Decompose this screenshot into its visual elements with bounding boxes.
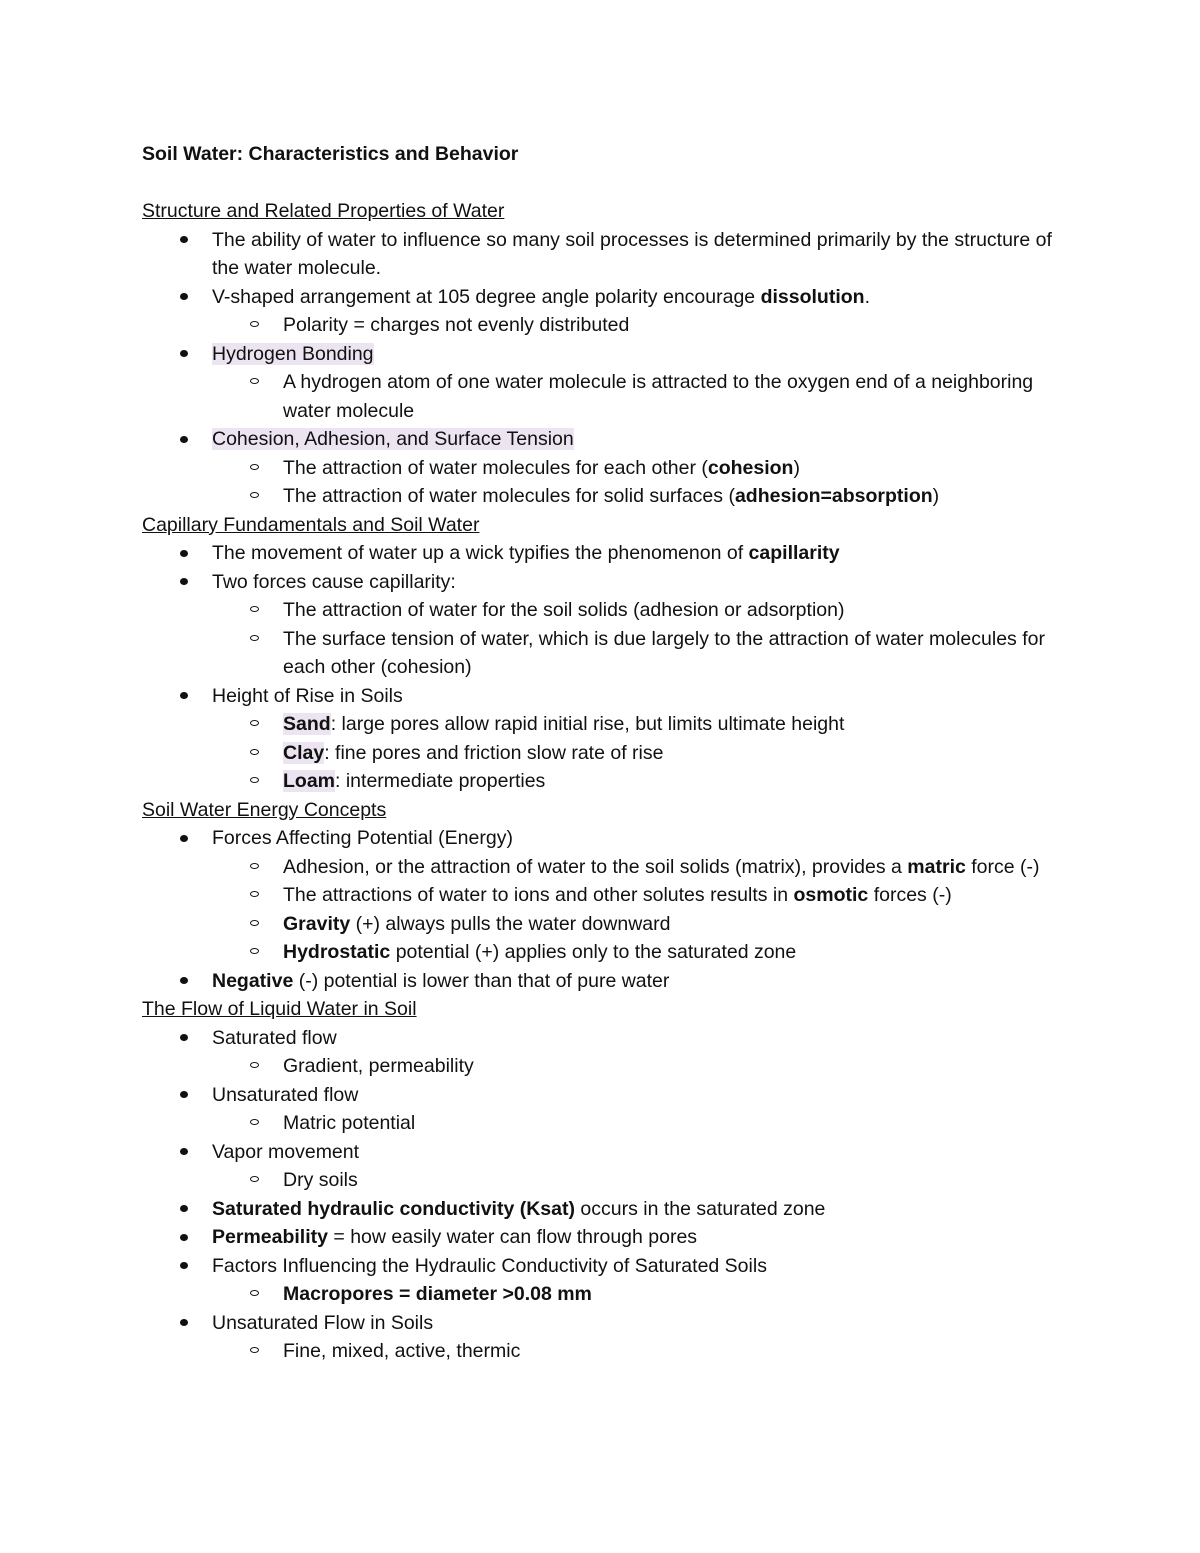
sub-list-item (142, 1109, 1062, 1138)
sub-list-item (142, 1052, 1062, 1081)
bullet-list (142, 226, 1062, 511)
section-heading: Structure and Related Properties of Water (142, 200, 505, 222)
filled-bullet-icon (180, 578, 188, 585)
hollow-bullet-icon (250, 948, 259, 954)
text-run: Unsaturated Flow in Soils (212, 1311, 434, 1334)
list-item (142, 682, 1062, 711)
list-item (142, 283, 1062, 312)
bold-text: Saturated hydraulic conductivity (Ksat) (212, 1197, 575, 1220)
text-run: forces (-) (868, 884, 952, 906)
text-run: occurs in the saturated zone (575, 1197, 826, 1220)
text-run: ) (793, 456, 800, 479)
hollow-bullet-icon (250, 749, 259, 755)
text-run: V-shaped arrangement at 105 degree angle polarity encourage (212, 285, 761, 308)
text-run: potential (+) applies only to the saturated zone (390, 941, 797, 963)
text-run: Factors Influencing the Hydraulic Conductivity of Saturated Soils (212, 1254, 767, 1277)
text-run: The surface tension of water, which is due largely to the attraction of water molecules for each other (cohesion) (283, 627, 1045, 678)
highlighted-text: Cohesion, Adhesion, and Surface Tension (212, 428, 574, 450)
list-item (142, 1195, 1062, 1224)
hollow-bullet-icon (250, 1347, 259, 1353)
filled-bullet-icon (180, 1034, 188, 1041)
hollow-bullet-icon (250, 720, 259, 726)
sub-list-item (142, 881, 1062, 910)
text-run: Saturated flow (212, 1026, 337, 1049)
hollow-bullet-icon (250, 891, 259, 897)
filled-bullet-icon (180, 236, 188, 243)
filled-bullet-icon (180, 350, 188, 357)
text-run: : fine pores and friction slow rate of rise (324, 741, 664, 764)
bold-text: Macropores = diameter >0.08 mm (283, 1283, 592, 1305)
text-run: The movement of water up a wick typifies the phenomenon of (212, 542, 749, 564)
hollow-bullet-icon (250, 920, 259, 926)
hollow-bullet-icon (250, 606, 259, 612)
text-run: Gradient, permeability (283, 1055, 474, 1077)
list-item (142, 226, 1062, 283)
sub-list-item (142, 1337, 1062, 1366)
list-item (142, 539, 1062, 568)
bold-text: capillarity (748, 542, 840, 564)
text-run: Fine, mixed, active, thermic (283, 1340, 521, 1362)
text-run: Dry soils (283, 1169, 358, 1191)
text-run: Polarity = charges not evenly distributed (283, 314, 630, 336)
filled-bullet-icon (180, 1091, 188, 1098)
list-item (142, 824, 1062, 853)
filled-bullet-icon (180, 1234, 188, 1241)
text-run: The attraction of water for the soil solids (adhesion or adsorption) (283, 599, 845, 621)
bold-text: cohesion (707, 456, 794, 479)
filled-bullet-icon (180, 1319, 188, 1326)
bullet-list (142, 1024, 1062, 1366)
bullet-list (142, 824, 1062, 995)
text-run: Matric potential (283, 1112, 416, 1134)
text-run: Unsaturated flow (212, 1083, 359, 1106)
list-item (142, 1024, 1062, 1053)
sub-list-item (142, 1280, 1062, 1309)
sub-list-item (142, 311, 1062, 340)
text-run: Height of Rise in Soils (212, 684, 403, 707)
bold-text: Loam (283, 770, 336, 792)
bold-text: Sand (283, 713, 331, 735)
filled-bullet-icon (180, 293, 188, 300)
hollow-bullet-icon (250, 863, 259, 869)
text-run: The ability of water to influence so many soil processes is determined primarily by the structure of the water molecule. (212, 228, 1052, 279)
text-run: : large pores allow rapid initial rise, but limits ultimate height (330, 713, 845, 735)
hollow-bullet-icon (250, 492, 259, 498)
filled-bullet-icon (180, 1205, 188, 1212)
list-item (142, 1081, 1062, 1110)
bold-text: Gravity (283, 912, 351, 935)
text-run: = how easily water can flow through pores (327, 1226, 698, 1248)
filled-bullet-icon (180, 692, 188, 699)
sub-list-item (142, 625, 1062, 682)
filled-bullet-icon (180, 1262, 188, 1269)
bold-text: adhesion=absorption (734, 485, 933, 507)
filled-bullet-icon (180, 977, 188, 984)
bold-text: Clay (283, 741, 325, 764)
sub-list-item (142, 710, 1062, 739)
sub-list-item (142, 938, 1062, 967)
sub-list-item (142, 1166, 1062, 1195)
bold-text: osmotic (793, 884, 869, 906)
sub-list-item (142, 454, 1062, 483)
filled-bullet-icon (180, 835, 188, 842)
sections-container (142, 197, 1062, 1366)
text-run: force (-) (965, 855, 1040, 878)
hollow-bullet-icon (250, 1119, 259, 1125)
section-heading: Soil Water Energy Concepts (142, 798, 387, 821)
text-run: Forces Affecting Potential (Energy) (212, 827, 513, 849)
text-run: : intermediate properties (335, 770, 546, 792)
document-title: Soil Water: Characteristics and Behavior (142, 143, 519, 165)
highlighted-text: Hydrogen Bonding (212, 342, 374, 365)
hollow-bullet-icon (250, 464, 259, 470)
section-heading: Capillary Fundamentals and Soil Water (142, 513, 480, 536)
sub-list-item (142, 767, 1062, 796)
sub-list-item (142, 482, 1062, 511)
text-run: Two forces cause capillarity: (212, 570, 456, 593)
hollow-bullet-icon (250, 1062, 259, 1068)
list-item (142, 1223, 1062, 1252)
list-item (142, 425, 1062, 454)
hollow-bullet-icon (250, 635, 259, 641)
text-run: The attraction of water molecules for solid surfaces ( (283, 485, 735, 507)
list-item (142, 340, 1062, 369)
sub-list-item (142, 368, 1062, 425)
text-run: (+) always pulls the water downward (350, 912, 671, 935)
bold-text: Negative (212, 969, 294, 992)
bullet-list (142, 539, 1062, 796)
bold-text: Permeability (212, 1226, 328, 1248)
text-run: . (864, 285, 870, 308)
text-run: A hydrogen atom of one water molecule is attracted to the oxygen end of a neighboring water molecule (283, 371, 1034, 422)
section-heading: The Flow of Liquid Water in Soil (142, 998, 417, 1020)
filled-bullet-icon (180, 1148, 188, 1155)
hollow-bullet-icon (250, 378, 259, 384)
document-body (142, 140, 1062, 1366)
hollow-bullet-icon (250, 1290, 259, 1296)
list-item (142, 1252, 1062, 1281)
list-item (142, 1309, 1062, 1338)
hollow-bullet-icon (250, 777, 259, 783)
spacer (142, 169, 1062, 198)
text-run: Vapor movement (212, 1140, 360, 1163)
list-item (142, 1138, 1062, 1167)
sub-list-item (142, 596, 1062, 625)
sub-list-item (142, 739, 1062, 768)
hollow-bullet-icon (250, 321, 259, 327)
sub-list-item (142, 910, 1062, 939)
text-run: (-) potential is lower than that of pure water (293, 969, 670, 992)
filled-bullet-icon (180, 436, 188, 443)
filled-bullet-icon (180, 550, 188, 557)
text-run: The attractions of water to ions and other solutes results in (283, 884, 794, 906)
bold-text: matric (907, 855, 966, 878)
bold-text: dissolution (760, 285, 865, 308)
text-run: The attraction of water molecules for each other ( (283, 456, 708, 479)
text-run: ) (932, 485, 940, 507)
text-run: Adhesion, or the attraction of water to the soil solids (matrix), provides a (283, 855, 908, 878)
sub-list-item (142, 853, 1062, 882)
hollow-bullet-icon (250, 1176, 259, 1182)
list-item (142, 967, 1062, 996)
bold-text: Hydrostatic (283, 941, 391, 963)
list-item (142, 568, 1062, 597)
